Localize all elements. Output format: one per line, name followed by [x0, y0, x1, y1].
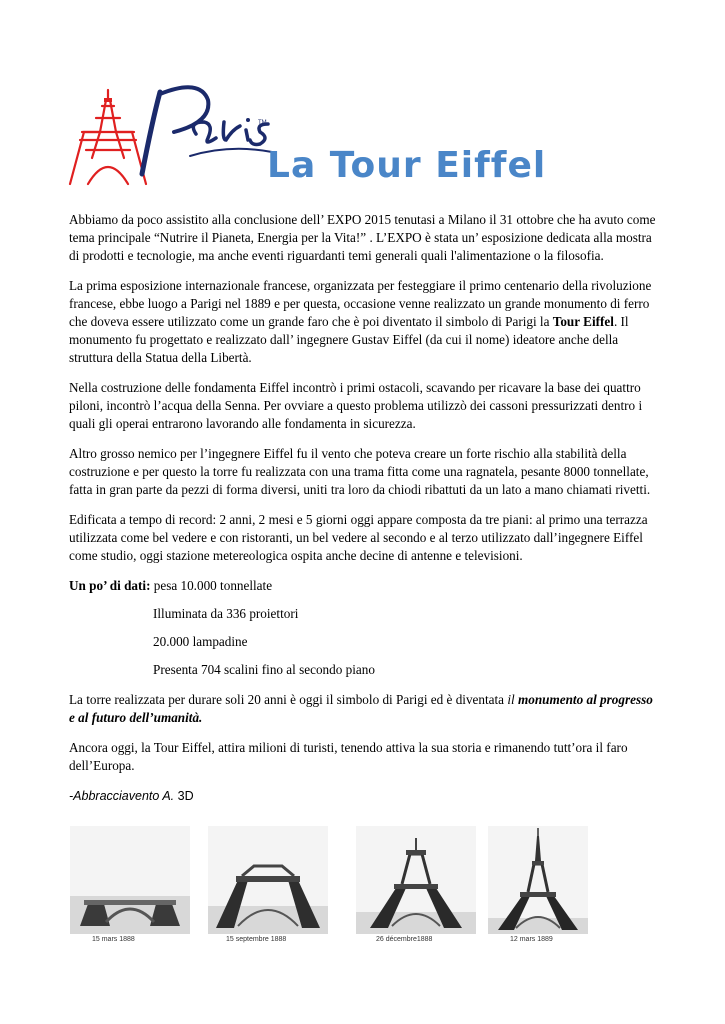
- paragraph-4: Altro grosso nemico per l’ingegnere Eiffel fu il vento che poteva creare un forte rischio alla stabilità della costruzione e per questo la torre fu realizzata con una trama fitta come una ragnatela, pesante 8000 tonnellate, fatta in gran parte da pezzi di forma diversi, uniti tra loro da chiodi ribattuti da un lato a mano chiamati rivetti.: [69, 446, 651, 497]
- paragraph-7: Ancora oggi, la Tour Eiffel, attira milioni di turisti, tenendo attiva la sua storia e rimanendo tutt’ora il faro dell’Europa.: [69, 740, 628, 773]
- tower-completed-stage-4-image: [488, 826, 588, 934]
- photo-4: [488, 826, 588, 950]
- photo-1-caption: 15 mars 1888: [92, 936, 135, 943]
- data-line-1: [69, 577, 661, 595]
- photo-2: [208, 826, 328, 950]
- data-label: Un po’ di dati:: [69, 578, 151, 593]
- tower-first-floor-stage-2-image: [208, 826, 328, 934]
- construction-photos: [70, 826, 590, 950]
- paragraph-6-italic: il: [507, 692, 518, 707]
- data-line-3: 20.000 lampadine: [153, 634, 248, 649]
- signature-class: 3D: [174, 789, 194, 803]
- photo-3-caption: 26 décembre1888: [376, 936, 433, 943]
- signature: [69, 787, 661, 805]
- paris-script-logo: [130, 82, 280, 182]
- paragraph-2-end: . Il monumento fu progettato e realizzato dall’ ingegnere Gustav Eiffel (da cui il nome) ideatore anche della struttura della Statua della Libertà.: [69, 314, 629, 365]
- photo-4-caption: 12 mars 1889: [510, 936, 553, 943]
- article-body: [69, 211, 661, 817]
- paragraph-2-start: La prima esposizione internazionale francese, organizzata per festeggiare il primo centenario della rivoluzione francese, ebbe luogo a Parigi nel 1889 e per questa, occasione venne realizzato un grande monumento di ferro che doveva essere utilizzato come un grande faro che è poi diventato il simbolo di Parigi la: [69, 278, 652, 329]
- photo-2-caption: 15 septembre 1888: [226, 936, 287, 943]
- page-title: La Tour Eiffel: [267, 145, 547, 186]
- tower-base-stage-1-image: [70, 826, 190, 934]
- trademark-mark: TM: [258, 120, 267, 126]
- tower-second-floor-stage-3-image: [356, 826, 476, 934]
- paragraph-2: [69, 277, 661, 367]
- paragraph-5: Edificata a tempo di record: 2 anni, 2 mesi e 5 giorni oggi appare composta da tre piani: al primo una terrazza utilizzata come bel vedere e con ristoranti, un bel vedere al secondo e al terzo utilizzato dall’ingegnere Eiffel come studio, oggi stazione metereologica ospita anche decine di antenne e televisioni.: [69, 512, 648, 563]
- paragraph-6-bold-italic: monumento al progresso e al futuro dell’umanità.: [69, 692, 653, 725]
- paragraph-3: Nella costruzione delle fondamenta Eiffel incontrò i primi ostacoli, scavando per ricavare la base dei quattro piloni, incontrò l’acqua della Senna. Per ovviare a questo problema utilizzò dei cassoni pressurizzati dentro i quali gli operai entrarono lavorando alle fondamenta in sicurezza.: [69, 380, 643, 431]
- tour-eiffel-bold: Tour Eiffel: [552, 314, 614, 329]
- data-line-2: Illuminata da 336 proiettori: [153, 606, 299, 621]
- paragraph-6-start: La torre realizzata per durare soli 20 anni è oggi il simbolo di Parigi ed è diventata: [69, 692, 508, 707]
- paragraph-1: Abbiamo da poco assistito alla conclusione dell’ EXPO 2015 tenutasi a Milano il 31 ottobre che ha avuto come tema principale “Nutrire il Pianeta, Energia per la Vita!” . L’EXPO è stata un’ esposizione dedicata alla mostra di prodotti e tecnologie, ma anche eventi riguardanti temi generali quali l'alimentazione o la filosofia.: [69, 212, 656, 263]
- data-line-4: Presenta 704 scalini fino al secondo piano: [153, 662, 375, 677]
- paragraph-6: [69, 691, 661, 727]
- signature-name: -Abbracciavento A.: [69, 789, 175, 803]
- data-value-weight: pesa 10.000 tonnellate: [150, 578, 273, 593]
- photo-3: [356, 826, 476, 950]
- photo-1: [70, 826, 190, 950]
